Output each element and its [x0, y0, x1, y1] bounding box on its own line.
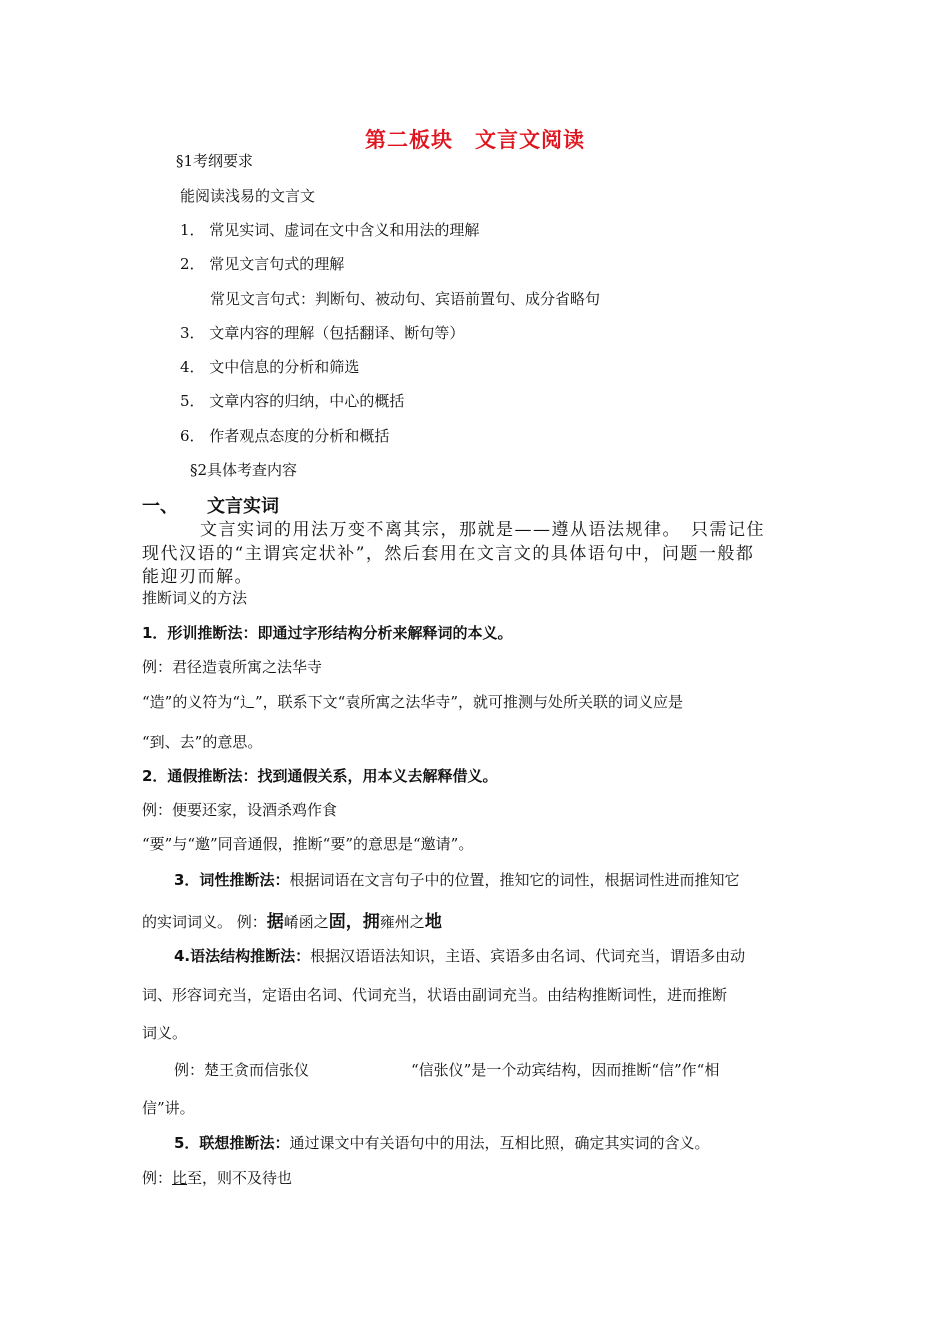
method2-example: 例：便要还家，设酒杀鸡作食 — [142, 801, 338, 819]
method1-explanation: “造”的义符为“辶”，联系下文“袁所寓之法华寺”，就可推测与处所关联的词义应是 — [142, 693, 684, 711]
example-text: 崤函之 — [283, 913, 329, 931]
method4-explanation: “信张仪”是一个动宾结构，因而推断“信”作“相 — [411, 1061, 720, 1079]
requirement-item: 3． 文章内容的理解（包括翻译、断句等） — [180, 324, 465, 342]
method3-line — [174, 869, 739, 890]
method4-line — [174, 945, 745, 966]
method5-label: 5．联想推断法： — [174, 1134, 290, 1152]
part1-number: 一、 — [142, 496, 178, 517]
example-punct: ， — [345, 912, 363, 932]
method1-explanation: “到、去”的意思。 — [142, 733, 263, 751]
method4-line: 词义。 — [142, 1024, 188, 1042]
method2-heading: 2．通假推断法：找到通假关系，用本义去解释借义。 — [142, 767, 498, 785]
method1-example: 例：君径造袁所寓之法华寺 — [142, 658, 323, 676]
method5-example-rest: 至，则不及待也 — [187, 1169, 293, 1187]
example-keyword: 固 — [328, 912, 346, 932]
method5-example-prefix: 例： — [142, 1169, 173, 1187]
method3-example-line — [142, 907, 442, 932]
method1-heading: 1．形训推断法：即通过字形结构分析来解释词的本义。 — [142, 624, 513, 642]
method3-label: 3．词性推断法： — [174, 871, 290, 889]
part1-title: 文言实词 — [207, 496, 279, 517]
method4-line: 词、形容词充当，定语由名词、代词充当，状语由副词充当。由结构推断词性，进而推断 — [142, 986, 728, 1004]
requirement-item: 6． 作者观点态度的分析和概括 — [180, 427, 390, 445]
method4-example: 例：楚王贪而信张仪 — [174, 1061, 310, 1079]
methods-heading: 推断词义的方法 — [142, 589, 248, 607]
method5-example-keyword: 比 — [172, 1169, 188, 1187]
method4-label: 4.语法结构推断法： — [174, 947, 311, 965]
example-keyword: 地 — [424, 912, 442, 932]
example-keyword: 据 — [266, 912, 284, 932]
method2-explanation: “要”与“邀”同音通假，推断“要”的意思是“邀请”。 — [142, 835, 474, 853]
method4-text: 根据汉语语法知识，主语、宾语多由名词、代词充当，谓语多由动 — [310, 947, 746, 965]
requirement-subitem: 常见文言句式：判断句、被动句、宾语前置句、成分省略句 — [210, 290, 601, 308]
part1-paragraph-line: 文言实词的用法万变不离其宗，那就是——遵从语法规律。 只需记住 — [200, 520, 765, 540]
method4-explanation: 信”讲。 — [142, 1099, 195, 1117]
section1-heading: §1考纲要求 — [176, 152, 254, 170]
requirement-item: 4． 文中信息的分析和筛选 — [180, 358, 360, 376]
example-text: 雍州之 — [379, 913, 425, 931]
requirement-item: 2． 常见文言句式的理解 — [180, 255, 345, 273]
example-keyword: 拥 — [362, 912, 380, 932]
method5-line — [174, 1132, 709, 1153]
requirement-item: 5． 文章内容的归纳，中心的概括 — [180, 392, 405, 410]
requirement-item: 1． 常见实词、虚词在文中含义和用法的理解 — [180, 221, 480, 239]
method5-example — [142, 1167, 292, 1188]
method3-text: 根据词语在文言句子中的位置，推知它的词性，根据词性进而推知它 — [289, 871, 740, 889]
method5-text: 通过课文中有关语句中的用法，互相比照，确定其实词的含义。 — [289, 1134, 710, 1152]
section1-intro: 能阅读浅易的文言文 — [180, 187, 316, 205]
section2-heading: §2具体考查内容 — [190, 461, 298, 479]
page-title: 第二板块 文言文阅读 — [365, 128, 585, 152]
part1-paragraph-line: 能迎刃而解。 — [142, 567, 253, 587]
part1-paragraph-line: 现代汉语的“主谓宾定状补”，然后套用在文言文的具体语句中，问题一般都 — [142, 544, 755, 564]
method3-text: 的实词词义。 例： — [142, 913, 267, 931]
